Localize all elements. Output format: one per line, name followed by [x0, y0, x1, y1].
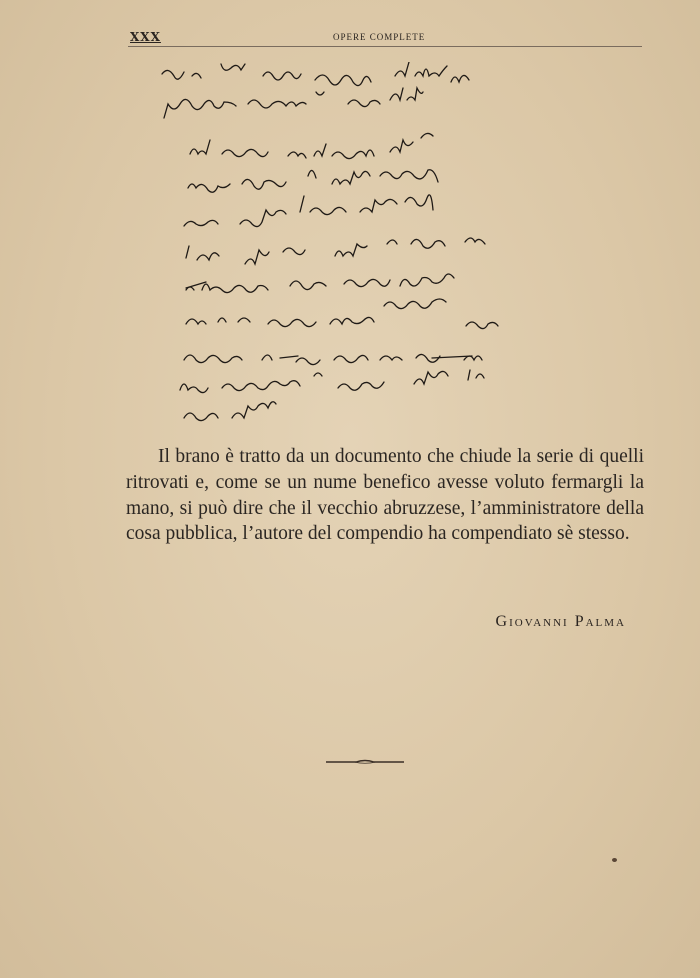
handwriting-scribbles	[150, 62, 605, 427]
paper-speck	[612, 858, 617, 862]
end-ornament-rule	[326, 759, 404, 765]
commentary-paragraph: Il brano è tratto da un documento che chiude la serie di quelli ritrovati e, come se un nume benefico avesse voluto fermargli la mano, si può dire che il vecchio abruzzese, l’amministratore della cosa pubblica, l’autore del compendio ha compendiato sè stesso.	[126, 446, 644, 545]
running-header	[128, 30, 642, 47]
page-number: XXX	[130, 30, 161, 44]
running-title: OPERE COMPLETE	[333, 32, 426, 42]
handwritten-manuscript-image	[150, 62, 605, 427]
author-signature: Giovanni Palma	[495, 613, 626, 630]
